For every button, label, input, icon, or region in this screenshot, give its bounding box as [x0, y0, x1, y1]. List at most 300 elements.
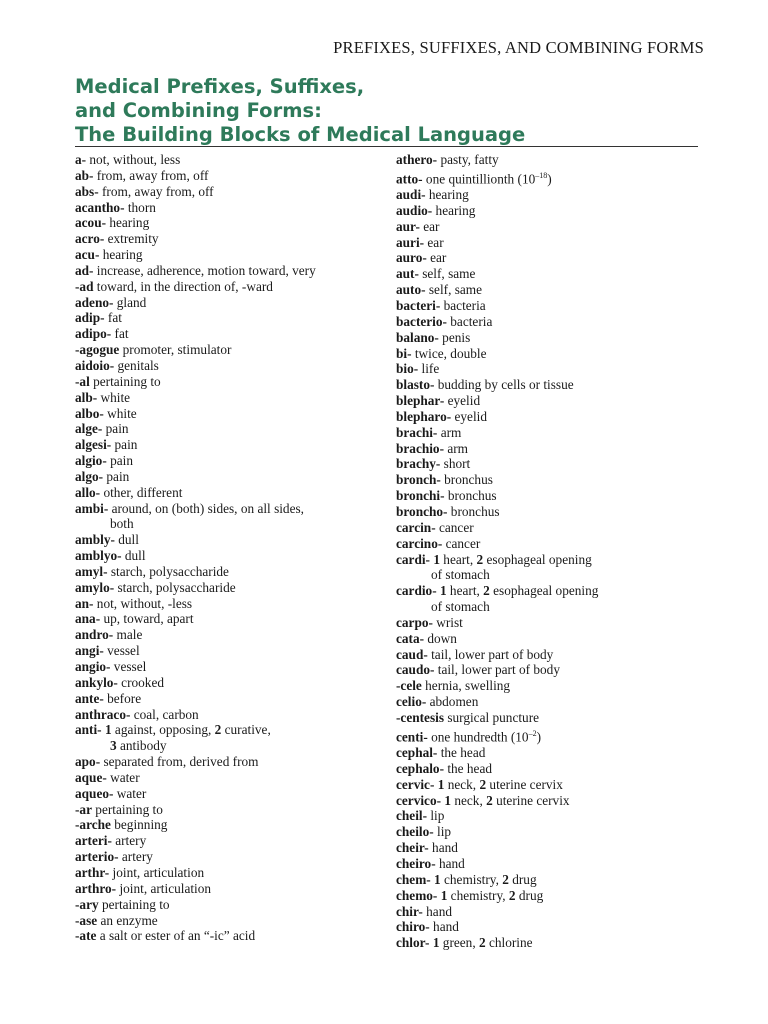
- entry-definition: water: [113, 785, 147, 801]
- entry-term: adip-: [75, 310, 105, 326]
- entry-term: cheiro-: [396, 855, 436, 871]
- entry-term: chem-: [396, 871, 431, 887]
- entry-superscript: –2: [528, 728, 537, 738]
- entry-definition: hand: [428, 840, 458, 856]
- glossary-entry: [75, 295, 385, 311]
- entry-term: blephar-: [396, 393, 445, 409]
- glossary-entry: [75, 580, 385, 596]
- glossary-entry: [75, 184, 385, 200]
- glossary-entry: [75, 406, 385, 422]
- entry-term: bi-: [396, 345, 412, 361]
- entry-definition: male: [113, 627, 143, 643]
- entry-term: cheil-: [396, 808, 428, 824]
- title-rule: [75, 146, 698, 147]
- glossary-entry-continuation: [75, 516, 385, 532]
- entry-term: carpo-: [396, 614, 433, 630]
- entry-definition: esophageal opening: [489, 583, 599, 599]
- glossary-entry: [396, 808, 708, 824]
- entry-definition: water: [106, 769, 140, 785]
- entry-definition: hernia, swelling: [421, 678, 511, 694]
- entry-definition: white: [103, 405, 137, 421]
- title-line: Medical Prefixes, Suffixes,: [75, 75, 365, 98]
- entry-term: abs-: [75, 183, 99, 199]
- glossary-entry: [396, 745, 708, 761]
- entry-term: angio-: [75, 659, 111, 674]
- entry-term: 2: [502, 871, 509, 887]
- entry-definition: hearing: [425, 187, 469, 203]
- entry-definition: hand: [422, 903, 452, 919]
- glossary-entry: [75, 928, 385, 944]
- entry-definition: cancer: [435, 519, 474, 535]
- entry-definition: extremity: [104, 231, 159, 247]
- entry-definition: short: [440, 456, 471, 472]
- entry-definition: hearing: [106, 215, 150, 231]
- entry-definition: green,: [439, 935, 479, 951]
- glossary-entry: [75, 247, 385, 263]
- entry-definition: lip: [433, 824, 452, 840]
- entry-definition: pertaining to: [89, 373, 161, 389]
- entry-definition: dull: [114, 532, 139, 548]
- entry-definition: neck,: [444, 776, 480, 792]
- glossary-entry: [75, 564, 385, 580]
- entry-definition: beginning: [110, 817, 168, 833]
- glossary-entry: [396, 187, 708, 203]
- entry-definition: antibody: [116, 738, 167, 754]
- entry-term: angi-: [75, 643, 104, 659]
- glossary-entry: [396, 393, 708, 409]
- entry-definition: surgical puncture: [444, 709, 540, 725]
- entry-term: audi-: [396, 187, 426, 203]
- glossary-entry: [75, 326, 385, 342]
- title-line: and Combining Forms:: [75, 99, 322, 122]
- entry-term: bronch-: [396, 472, 441, 488]
- glossary-entry: [75, 643, 385, 659]
- entry-term: aut-: [396, 266, 419, 282]
- entry-term: 1: [437, 776, 445, 792]
- entry-term: -agogue: [75, 342, 120, 358]
- entry-definition: pertaining to: [98, 896, 170, 912]
- entry-term: 2: [476, 551, 484, 567]
- glossary-entry: [75, 310, 385, 326]
- entry-term: -ate: [75, 928, 97, 944]
- entry-term: auro-: [396, 250, 427, 266]
- glossary-entry: [396, 282, 708, 298]
- entry-term: amblyo-: [75, 548, 122, 564]
- glossary-entry: [75, 786, 385, 802]
- entry-definition: genitals: [114, 357, 159, 373]
- entry-definition: ): [547, 171, 552, 187]
- entry-definition: joint, articulation: [116, 880, 212, 896]
- entry-definition: joint, articulation: [109, 864, 205, 880]
- glossary-entry: [75, 691, 385, 707]
- entry-term: cephal-: [396, 745, 438, 761]
- entry-term: andro-: [75, 627, 114, 643]
- entry-definition: wrist: [432, 614, 463, 630]
- entry-definition: of stomach: [431, 599, 490, 615]
- entry-definition: cancer: [442, 535, 481, 551]
- entry-definition: esophageal opening: [483, 551, 592, 567]
- entry-term: ambi-: [75, 500, 109, 516]
- glossary-entry: [75, 279, 385, 295]
- glossary-entry: [75, 881, 385, 897]
- entry-term: 1: [439, 583, 447, 599]
- entry-definition: the head: [444, 760, 493, 776]
- entry-term: aque-: [75, 769, 107, 785]
- entry-term: a-: [75, 152, 87, 167]
- entry-definition: not, without, -less: [93, 595, 193, 611]
- entry-term: amylo-: [75, 579, 115, 595]
- page-title: [75, 75, 705, 147]
- entry-definition: pain: [103, 468, 130, 484]
- entry-term: bacteri-: [396, 298, 441, 314]
- entry-term: carcino-: [396, 535, 443, 551]
- entry-term: arterio-: [75, 849, 119, 865]
- glossary-entry: [75, 469, 385, 485]
- entry-term: bacterio-: [396, 313, 447, 329]
- entry-term: centi-: [396, 729, 428, 745]
- glossary-entry: [396, 856, 708, 872]
- glossary-entry: [396, 250, 708, 266]
- entry-term: -al: [75, 373, 90, 389]
- glossary-entry: [396, 631, 708, 647]
- entry-term: -ary: [75, 896, 99, 912]
- entry-definition: increase, adherence, motion toward, very: [93, 262, 316, 278]
- entry-definition: the head: [437, 745, 486, 761]
- glossary-entry: [396, 298, 708, 314]
- entry-term: ambly-: [75, 532, 115, 548]
- glossary-entry: [396, 504, 708, 520]
- glossary-entry: [396, 488, 708, 504]
- entry-term: an-: [75, 595, 94, 611]
- entry-term: athero-: [396, 152, 438, 167]
- entry-term: acro-: [75, 231, 105, 247]
- entry-term: brachy-: [396, 456, 441, 472]
- glossary-entry: [396, 935, 708, 951]
- entry-definition: artery: [111, 833, 147, 849]
- entry-definition: chlorine: [485, 935, 533, 951]
- entry-term: atto-: [396, 171, 423, 187]
- entry-definition: bacteria: [446, 313, 493, 329]
- glossary-entry: [396, 314, 708, 330]
- entry-definition: pertaining to: [91, 801, 163, 817]
- entry-definition: self, same: [418, 266, 476, 282]
- entry-term: cervic-: [396, 776, 435, 792]
- entry-definition: toward, in the direction of, -ward: [93, 278, 273, 294]
- title-line: The Building Blocks of Medical Language: [75, 123, 526, 146]
- entry-term: apo-: [75, 754, 101, 770]
- entry-definition: uterine cervix: [486, 776, 563, 792]
- entry-definition: promoter, stimulator: [119, 342, 232, 358]
- entry-definition: drug: [508, 871, 537, 887]
- entry-definition: crooked: [117, 674, 165, 690]
- glossary-entry: [75, 897, 385, 913]
- entry-term: cheilo-: [396, 824, 434, 840]
- entry-term: chemo-: [396, 887, 438, 903]
- glossary-entry: [396, 710, 708, 726]
- glossary-entry: [396, 726, 708, 745]
- glossary-entry: [75, 501, 385, 517]
- entry-definition: bacteria: [440, 298, 486, 314]
- entry-definition: fat: [104, 310, 122, 326]
- entry-definition: starch, polysaccharide: [107, 563, 229, 579]
- entry-term: alb-: [75, 389, 98, 405]
- glossary-entry: [396, 266, 708, 282]
- entry-definition: hearing: [432, 202, 476, 218]
- entry-definition: an enzyme: [97, 912, 158, 928]
- entry-definition: ear: [426, 250, 447, 266]
- glossary-entry: [75, 865, 385, 881]
- entry-definition: uterine cervix: [492, 792, 570, 808]
- entry-term: aidoio-: [75, 357, 115, 373]
- entry-definition: thorn: [124, 199, 156, 215]
- glossary-entry: [75, 390, 385, 406]
- entry-term: broncho-: [396, 503, 448, 519]
- entry-definition: pain: [106, 453, 133, 469]
- entry-definition: eyelid: [444, 393, 481, 409]
- entry-definition: budding by cells or tissue: [434, 377, 574, 393]
- glossary-entry: [396, 583, 708, 599]
- entry-definition: gland: [113, 294, 147, 310]
- entry-term: ankylo-: [75, 674, 118, 690]
- entry-definition: other, different: [100, 484, 183, 500]
- entry-term: 1: [104, 722, 112, 738]
- glossary-entry: [75, 421, 385, 437]
- entry-definition: vessel: [110, 659, 147, 674]
- glossary-entry-continuation: [396, 567, 708, 583]
- glossary-entry: [75, 722, 385, 738]
- glossary-entry: [75, 849, 385, 865]
- glossary-entry: [396, 872, 708, 888]
- entry-definition: arm: [444, 440, 469, 456]
- entry-term: ana-: [75, 611, 101, 627]
- entry-term: 1: [432, 935, 440, 951]
- entry-term: acou-: [75, 215, 107, 231]
- entry-definition: tail, lower part of body: [434, 662, 560, 678]
- glossary-entry: [75, 263, 385, 279]
- glossary-entry: [396, 840, 708, 856]
- entry-term: ab-: [75, 167, 94, 183]
- glossary-entry: [75, 342, 385, 358]
- entry-term: anthraco-: [75, 706, 131, 722]
- entry-definition: dull: [121, 548, 146, 564]
- entry-term: -arche: [75, 817, 111, 833]
- glossary-entry: [75, 168, 385, 184]
- entry-term: bio-: [396, 361, 419, 377]
- entry-term: 2: [508, 887, 516, 903]
- glossary-entry: [396, 919, 708, 935]
- entry-definition: heart,: [446, 583, 484, 599]
- entry-definition: chemistry,: [447, 887, 509, 903]
- glossary-entry: [75, 659, 385, 675]
- glossary-entry: [396, 678, 708, 694]
- entry-term: 3: [110, 738, 117, 754]
- glossary-entry: [75, 437, 385, 453]
- entry-definition: neck,: [451, 792, 487, 808]
- entry-term: alge-: [75, 421, 103, 437]
- entry-term: carcin-: [396, 519, 436, 535]
- glossary-entry: [396, 761, 708, 777]
- entry-definition: a salt or ester of an “-ic” acid: [96, 928, 256, 944]
- entry-term: aur-: [396, 218, 420, 234]
- entry-term: 2: [478, 935, 486, 951]
- entry-term: brachio-: [396, 440, 445, 456]
- glossary-entry: [396, 472, 708, 488]
- entry-definition: drug: [515, 887, 544, 903]
- entry-term: cardio-: [396, 583, 437, 599]
- entry-term: cheir-: [396, 840, 429, 856]
- entry-term: anti-: [75, 722, 102, 738]
- glossary-entry: [396, 904, 708, 920]
- entry-definition: ): [536, 729, 541, 745]
- glossary-entry: [396, 409, 708, 425]
- entry-term: auto-: [396, 282, 426, 298]
- entry-definition: life: [418, 361, 440, 377]
- glossary-entry: [75, 532, 385, 548]
- glossary-entry: [75, 770, 385, 786]
- entry-definition: pain: [111, 437, 138, 453]
- entry-term: -cele: [396, 678, 422, 694]
- entry-definition: twice, double: [411, 345, 487, 361]
- entry-term: blepharo-: [396, 408, 452, 424]
- entry-definition: lip: [427, 808, 445, 824]
- glossary-entry-continuation: [75, 738, 385, 754]
- entry-term: algo-: [75, 468, 104, 484]
- glossary-entry: [396, 520, 708, 536]
- glossary-entry: [75, 802, 385, 818]
- entry-term: chlor-: [396, 935, 430, 951]
- entry-term: auri-: [396, 234, 425, 250]
- left-column: [75, 152, 385, 944]
- glossary-entry: [396, 441, 708, 457]
- entry-term: cephalo-: [396, 760, 445, 776]
- entry-definition: heart,: [439, 551, 477, 567]
- glossary-entry: [396, 552, 708, 568]
- glossary-entry: [75, 200, 385, 216]
- entry-definition: hand: [429, 919, 459, 935]
- glossary-entry: [75, 374, 385, 390]
- entry-definition: eyelid: [451, 408, 487, 424]
- entry-term: caud-: [396, 646, 428, 662]
- entry-definition: vessel: [103, 643, 140, 659]
- glossary-entry: [75, 358, 385, 374]
- entry-definition: pain: [102, 421, 129, 437]
- entry-definition: ear: [424, 234, 444, 250]
- entry-term: arthr-: [75, 864, 110, 880]
- entry-term: chiro-: [396, 919, 430, 935]
- entry-superscript: –18: [535, 170, 548, 180]
- entry-term: aqueo-: [75, 785, 114, 801]
- right-column: [396, 152, 708, 951]
- entry-term: -ase: [75, 912, 98, 928]
- entry-definition: both: [110, 516, 134, 532]
- glossary-entry: [396, 888, 708, 904]
- glossary-entry: [75, 453, 385, 469]
- glossary-entry: [396, 361, 708, 377]
- entry-definition: pasty, fatty: [437, 152, 499, 167]
- entry-term: adipo-: [75, 326, 112, 342]
- entry-definition: self, same: [425, 282, 483, 298]
- entry-term: albo-: [75, 405, 104, 421]
- glossary-entry-continuation: [396, 599, 708, 615]
- entry-term: ante-: [75, 690, 104, 706]
- entry-term: celio-: [396, 694, 427, 710]
- glossary-entry: [396, 377, 708, 393]
- glossary-entry: [396, 694, 708, 710]
- entry-definition: fat: [111, 326, 129, 342]
- entry-definition: one quintillionth (10: [422, 171, 536, 187]
- entry-term: arteri-: [75, 833, 112, 849]
- entry-term: acu-: [75, 247, 100, 263]
- entry-definition: white: [97, 389, 131, 405]
- glossary-entry: [396, 219, 708, 235]
- glossary-entry: [75, 833, 385, 849]
- glossary-entry: [75, 675, 385, 691]
- entry-term: algio-: [75, 453, 107, 469]
- entry-term: brachi-: [396, 424, 438, 440]
- entry-term: 1: [440, 887, 448, 903]
- entry-term: -ad: [75, 278, 94, 294]
- entry-term: cata-: [396, 630, 425, 646]
- entry-definition: separated from, derived from: [100, 754, 259, 770]
- glossary-entry: [75, 817, 385, 833]
- glossary-entry: [396, 235, 708, 251]
- glossary-entry: [75, 913, 385, 929]
- entry-definition: from, away from, off: [93, 167, 209, 183]
- entry-definition: bronchus: [440, 472, 493, 488]
- entry-definition: down: [424, 630, 457, 646]
- glossary-entry: [396, 203, 708, 219]
- glossary-entry: [396, 330, 708, 346]
- glossary-entry: [396, 793, 708, 809]
- glossary-entry: [75, 611, 385, 627]
- glossary-entry: [75, 627, 385, 643]
- glossary-entry: [75, 596, 385, 612]
- entry-term: balano-: [396, 329, 439, 345]
- entry-term: allo-: [75, 484, 101, 500]
- entry-term: -ar: [75, 801, 92, 817]
- entry-definition: chemistry,: [440, 871, 503, 887]
- entry-definition: up, toward, apart: [100, 611, 194, 627]
- entry-term: 1: [433, 551, 440, 567]
- glossary-entry: [396, 662, 708, 678]
- entry-term: acantho-: [75, 199, 125, 215]
- entry-term: 2: [214, 722, 222, 738]
- glossary-entry: [75, 754, 385, 770]
- entry-term: cardi-: [396, 551, 430, 567]
- glossary-entry: [396, 425, 708, 441]
- entry-term: caudo-: [396, 662, 435, 678]
- entry-definition: of stomach: [431, 567, 490, 583]
- entry-definition: penis: [438, 329, 471, 345]
- entry-definition: against, opposing,: [111, 722, 215, 738]
- entry-definition: hand: [435, 855, 465, 871]
- entry-definition: starch, polysaccharide: [114, 579, 236, 595]
- glossary-entry: [396, 824, 708, 840]
- entry-term: 1: [434, 871, 441, 887]
- glossary-entry: [396, 456, 708, 472]
- glossary-entry: [75, 548, 385, 564]
- entry-term: adeno-: [75, 294, 114, 310]
- entry-definition: arm: [437, 424, 462, 440]
- glossary-entry: [396, 647, 708, 663]
- entry-term: algesi-: [75, 437, 112, 453]
- glossary-entry: [75, 215, 385, 231]
- entry-definition: curative,: [221, 722, 271, 738]
- glossary-entry: [75, 485, 385, 501]
- entry-definition: not, without, less: [86, 152, 181, 167]
- entry-term: chir-: [396, 903, 423, 919]
- entry-term: 2: [483, 583, 490, 599]
